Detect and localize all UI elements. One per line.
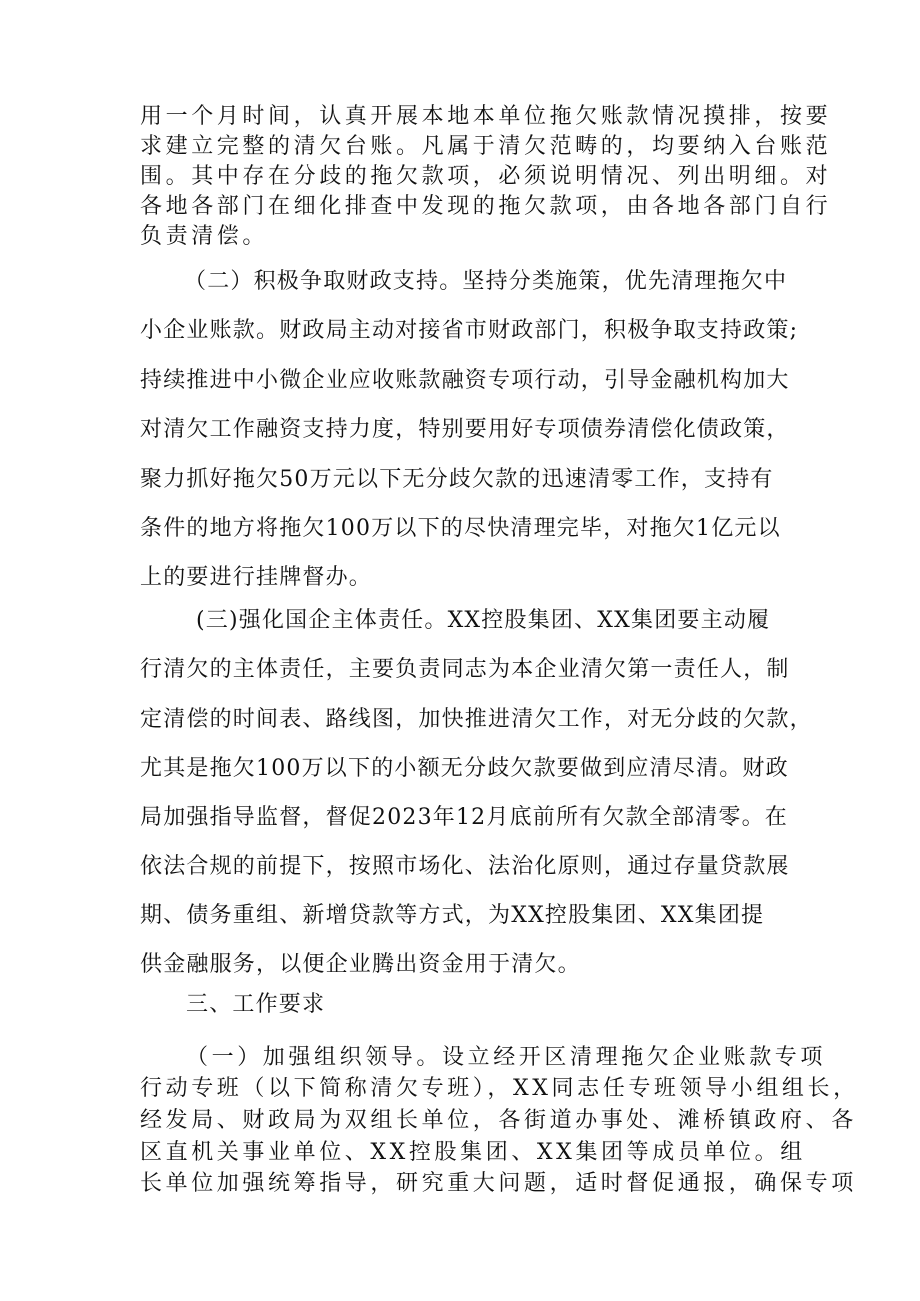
text-line: 供金融服务，以便企业腾出资金用于清欠。 bbox=[140, 952, 581, 977]
text-line: 求建立完整的清欠台账。凡属于清欠范畴的，均要纳入台账范 bbox=[140, 134, 832, 159]
text-line: 局加强指导监督，督促2023年12月底前所有欠款全部清零。在 bbox=[140, 805, 788, 830]
text-line: 依法合规的前提下，按照市场化、法治化原则，通过存量贷款展 bbox=[140, 854, 790, 879]
text-line: 持续推进中小微企业应收账款融资专项行动，引导金融机构加大 bbox=[140, 368, 790, 393]
text-line: 围。其中存在分歧的拖欠款项，必须说明情况、列出明细。对 bbox=[140, 164, 832, 189]
text-line: 用一个月时间，认真开展本地本单位拖欠账款情况摸排，按要 bbox=[140, 104, 832, 129]
text-line: 条件的地方将拖欠100万以下的尽快清理完毕，对拖欠1亿元以 bbox=[140, 516, 781, 541]
text-line: 负责清偿。 bbox=[140, 224, 269, 249]
section-heading: 三、工作要求 bbox=[186, 992, 326, 1017]
text-line: 行动专班（以下简称清欠专班），XX同志任专班领导小组组长， bbox=[140, 1076, 859, 1101]
text-line: 区直机关事业单位、XX控股集团、XX集团等成员单位。组 bbox=[140, 1140, 806, 1165]
text-line: 行清欠的主体责任，主要负责同志为本企业清欠第一责任人，制 bbox=[140, 657, 790, 682]
text-line: 尤其是拖欠100万以下的小额无分歧欠款要做到应清尽清。财政 bbox=[140, 756, 789, 781]
text-line: 聚力抓好拖欠50万元以下无分歧欠款的迅速清零工作，支持有 bbox=[140, 467, 774, 492]
text-line: 小企业账款。财政局主动对接省市财政部门，积极争取支持政策; bbox=[140, 318, 799, 343]
text-line: 定清偿的时间表、路线图，加快推进清欠工作，对无分歧的欠款， bbox=[140, 707, 813, 732]
text-line: （一）加强组织领导。设立经开区清理拖欠企业账款专项 bbox=[186, 1045, 827, 1070]
text-line: 上的要进行挂牌督办。 bbox=[140, 565, 373, 590]
text-line: 期、债务重组、新增贷款等方式，为XX控股集团、XX集团提 bbox=[140, 903, 765, 928]
text-line: (三)强化国企主体责任。XX控股集团、XX集团要主动履 bbox=[196, 608, 771, 633]
text-line: 经发局、财政局为双组长单位，各街道办事处、滩桥镇政府、各 bbox=[140, 1108, 857, 1133]
text-line: 长单位加强统筹指导，研究重大问题，适时督促通报，确保专项 bbox=[140, 1171, 857, 1196]
text-line: 对清欠工作融资支持力度，特别要用好专项债券清偿化债政策， bbox=[140, 417, 790, 442]
text-line: 各地各部门在细化排查中发现的拖欠款项，由各地各部门自行 bbox=[140, 194, 832, 219]
text-line: （二）积极争取财政支持。坚持分类施策，优先清理拖欠中 bbox=[184, 269, 788, 294]
